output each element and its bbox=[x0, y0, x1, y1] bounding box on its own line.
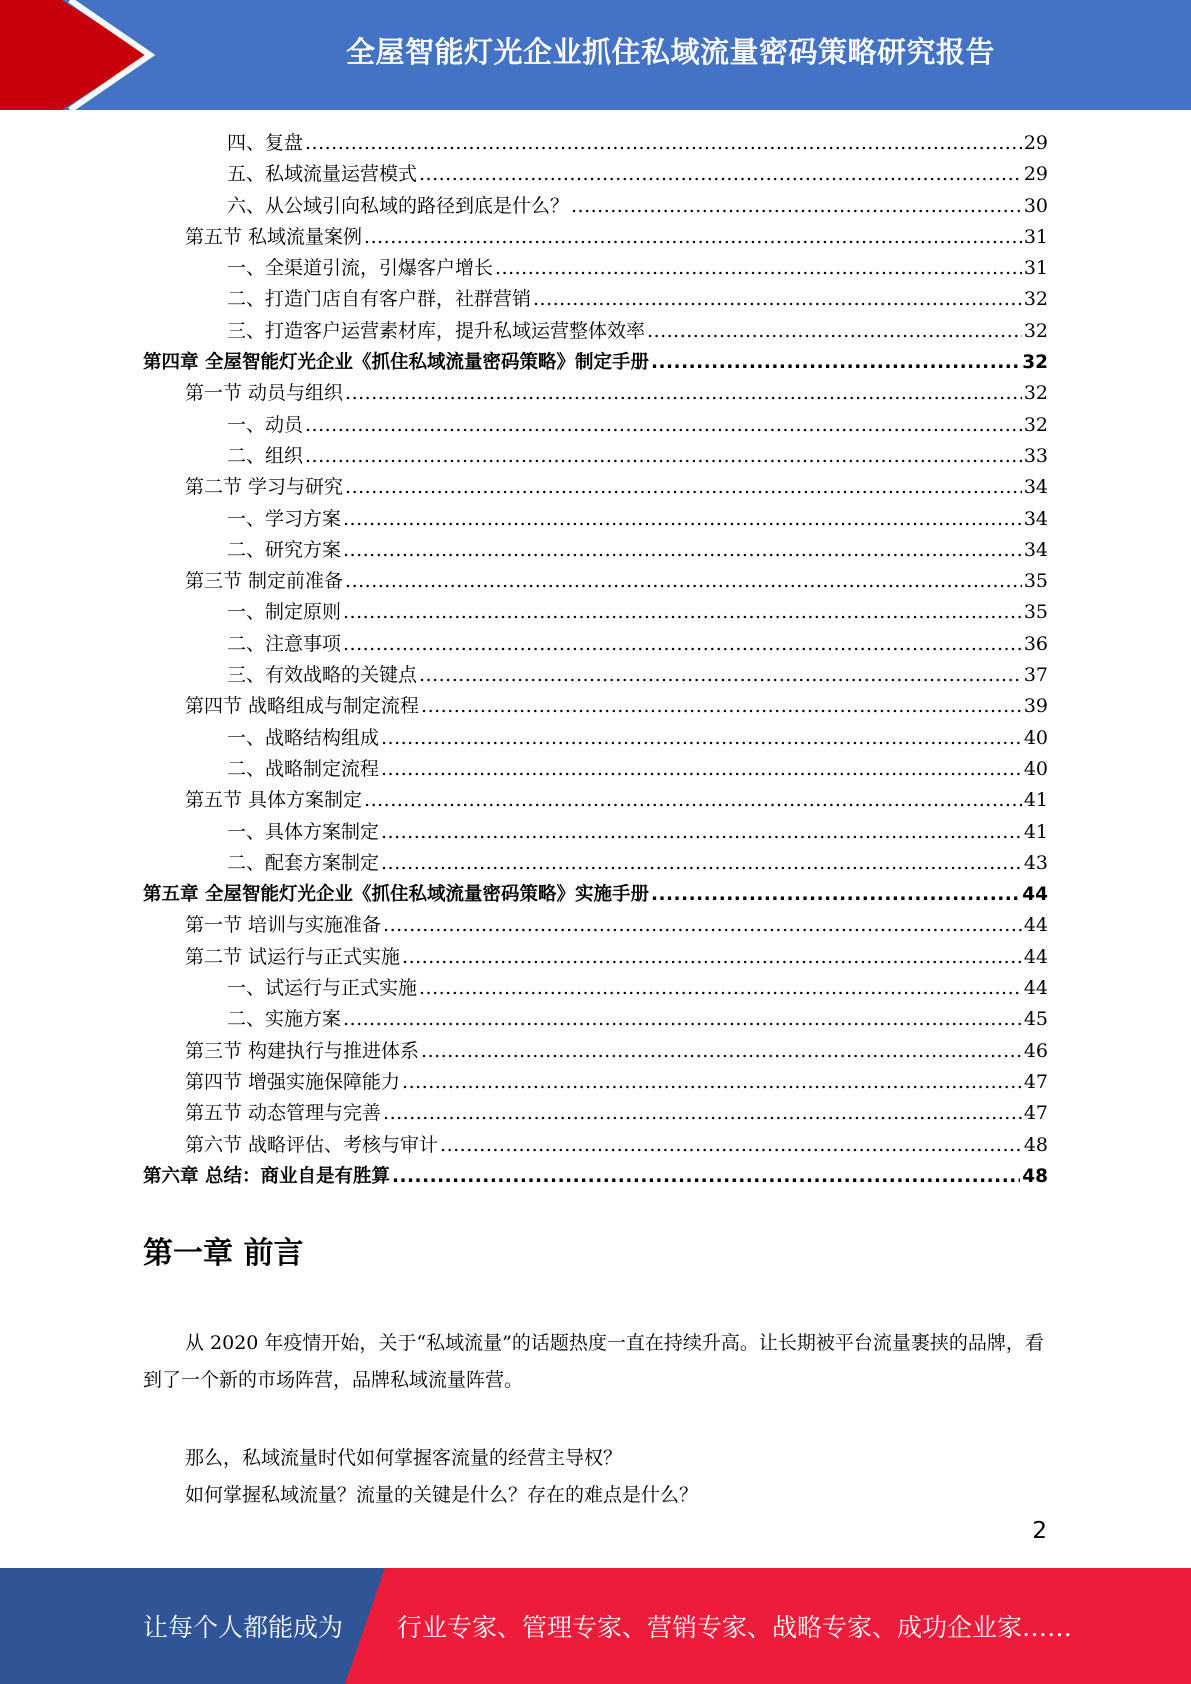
toc-entry-title: 第五节 动态管理与完善 bbox=[185, 1102, 382, 1125]
toc-entry-title: 二、实施方案 bbox=[227, 1008, 342, 1031]
toc-entry-title: 二、战略制定流程 bbox=[227, 757, 380, 780]
toc-entry[interactable] bbox=[143, 785, 1048, 816]
toc-entry[interactable] bbox=[143, 378, 1048, 409]
toc-entry[interactable] bbox=[143, 629, 1048, 660]
toc-leader-dots bbox=[392, 1161, 1020, 1192]
toc-leader-dots bbox=[533, 284, 1022, 315]
toc-entry-title: 第五节 私域流量案例 bbox=[185, 225, 363, 248]
toc-entry-title: 一、全渠道引流，引爆客户增长 bbox=[227, 257, 494, 280]
toc-leader-dots bbox=[651, 879, 1020, 910]
toc-entry-title: 二、打造门店自有客户群，社群营销 bbox=[227, 288, 532, 311]
toc-leader-dots bbox=[419, 159, 1022, 190]
toc-entry[interactable] bbox=[143, 128, 1048, 159]
toc-entry-title: 二、配套方案制定 bbox=[227, 851, 380, 874]
page-number: 2 bbox=[1032, 1518, 1047, 1544]
toc-leader-dots bbox=[381, 848, 1022, 879]
toc-entry[interactable] bbox=[143, 1067, 1048, 1098]
toc-leader-dots bbox=[383, 1098, 1022, 1129]
toc-leader-dots bbox=[495, 253, 1022, 284]
toc-entry-page: 32 bbox=[1023, 288, 1048, 311]
toc-entry-page: 44 bbox=[1022, 884, 1048, 906]
toc-leader-dots bbox=[305, 128, 1022, 159]
toc-entry-title: 二、注意事项 bbox=[227, 632, 342, 655]
toc-entry-page: 34 bbox=[1023, 507, 1048, 530]
toc-entry[interactable] bbox=[143, 159, 1048, 190]
report-title: 全屋智能灯光企业抓住私域流量密码策略研究报告 bbox=[345, 34, 995, 69]
toc-entry[interactable] bbox=[143, 284, 1048, 315]
table-of-contents bbox=[143, 128, 1048, 1192]
toc-entry-page: 34 bbox=[1023, 476, 1048, 499]
toc-entry-page: 44 bbox=[1023, 914, 1048, 937]
toc-entry[interactable] bbox=[143, 597, 1048, 628]
toc-entry-title: 第四章 全屋智能灯光企业《抓住私域流量密码策略》制定手册 bbox=[143, 352, 649, 374]
toc-entry-page: 32 bbox=[1023, 382, 1048, 405]
toc-leader-dots bbox=[345, 566, 1022, 597]
toc-entry-page: 34 bbox=[1023, 538, 1048, 561]
page-footer bbox=[0, 1568, 1191, 1684]
toc-leader-dots bbox=[647, 316, 1022, 347]
toc-leader-dots bbox=[419, 973, 1022, 1004]
toc-leader-dots bbox=[343, 629, 1022, 660]
toc-entry-title: 六、从公域引向私域的路径到底是什么？ bbox=[227, 194, 570, 217]
toc-entry-page: 44 bbox=[1023, 945, 1048, 968]
question-2: 如何掌握私域流量？流量的关键是什么？存在的难点是什么？ bbox=[185, 1484, 699, 1506]
toc-entry-page: 41 bbox=[1023, 820, 1048, 843]
toc-leader-dots bbox=[381, 817, 1022, 848]
toc-entry-page: 39 bbox=[1023, 695, 1048, 718]
toc-entry-title: 第六节 战略评估、考核与审计 bbox=[185, 1133, 439, 1156]
toc-entry-page: 35 bbox=[1023, 570, 1048, 593]
toc-leader-dots bbox=[343, 535, 1022, 566]
toc-entry-title: 三、打造客户运营素材库，提升私域运营整体效率 bbox=[227, 319, 646, 342]
toc-entry-title: 二、组织 bbox=[227, 444, 304, 467]
toc-entry-page: 41 bbox=[1023, 789, 1048, 812]
toc-entry-page: 47 bbox=[1023, 1102, 1048, 1125]
toc-entry[interactable] bbox=[143, 253, 1048, 284]
toc-entry-title: 三、有效战略的关键点 bbox=[227, 664, 418, 687]
toc-entry-title: 第六章 总结：商业自是有胜算 bbox=[143, 1165, 390, 1187]
toc-entry[interactable] bbox=[143, 191, 1048, 222]
toc-entry[interactable] bbox=[143, 535, 1048, 566]
intro-paragraph bbox=[143, 1325, 1048, 1399]
toc-entry-page: 29 bbox=[1023, 132, 1048, 154]
toc-entry-title: 第五章 全屋智能灯光企业《抓住私域流量密码策略》实施手册 bbox=[143, 884, 649, 906]
toc-leader-dots bbox=[651, 347, 1020, 378]
toc-entry[interactable] bbox=[143, 1098, 1048, 1129]
toc-entry[interactable] bbox=[143, 848, 1048, 879]
toc-entry-page: 48 bbox=[1022, 1165, 1048, 1187]
toc-leader-dots bbox=[402, 1067, 1022, 1098]
toc-entry[interactable] bbox=[143, 222, 1048, 253]
toc-entry-page: 46 bbox=[1023, 1039, 1048, 1062]
toc-entry-page: 30 bbox=[1023, 194, 1048, 217]
toc-entry-title: 第四节 增强实施保障能力 bbox=[185, 1070, 401, 1093]
toc-entry-title: 二、研究方案 bbox=[227, 538, 342, 561]
toc-entry[interactable] bbox=[143, 504, 1048, 535]
toc-entry-title: 第三节 制定前准备 bbox=[185, 570, 344, 593]
red-chevron-decoration bbox=[0, 0, 160, 110]
toc-entry[interactable] bbox=[143, 1036, 1048, 1067]
toc-entry-page: 31 bbox=[1023, 225, 1048, 248]
toc-entry[interactable] bbox=[143, 660, 1048, 691]
toc-entry-title: 第二节 试运行与正式实施 bbox=[185, 945, 401, 968]
toc-leader-dots bbox=[343, 1004, 1022, 1035]
toc-entry-title: 第一节 动员与组织 bbox=[185, 382, 344, 405]
toc-leader-dots bbox=[343, 597, 1022, 628]
toc-entry-page: 37 bbox=[1023, 664, 1048, 687]
toc-entry-page: 31 bbox=[1023, 257, 1048, 280]
toc-entry[interactable] bbox=[143, 723, 1048, 754]
toc-leader-dots bbox=[305, 410, 1022, 441]
intro-text: 从 2020 年疫情开始，关于“私域流量”的话题热度一直在持续升高。让长期被平台流量裹挟的品牌，看到了一个新的市场阵营，品牌私域流量阵营。 bbox=[143, 1332, 1044, 1391]
toc-entry-page: 32 bbox=[1023, 413, 1048, 436]
toc-entry-page: 40 bbox=[1023, 757, 1048, 780]
toc-entry-page: 47 bbox=[1023, 1070, 1048, 1093]
toc-entry-title: 第一节 培训与实施准备 bbox=[185, 914, 382, 937]
toc-entry-title: 第三节 构建执行与推进体系 bbox=[185, 1039, 420, 1062]
toc-leader-dots bbox=[381, 723, 1022, 754]
toc-leader-dots bbox=[345, 378, 1022, 409]
toc-entry-page: 33 bbox=[1023, 444, 1048, 467]
toc-leader-dots bbox=[364, 222, 1022, 253]
toc-entry[interactable] bbox=[143, 472, 1048, 503]
toc-leader-dots bbox=[364, 785, 1022, 816]
chapter-heading: 第一章 前言 bbox=[143, 1236, 304, 1271]
toc-entry-title: 一、战略结构组成 bbox=[227, 726, 380, 749]
toc-entry[interactable] bbox=[143, 1130, 1048, 1161]
footer-slogan-right: 行业专家、管理专家、营销专家、战略专家、成功企业家…… bbox=[397, 1613, 1073, 1642]
toc-leader-dots bbox=[421, 1036, 1022, 1067]
toc-entry[interactable] bbox=[143, 754, 1048, 785]
toc-entry[interactable] bbox=[143, 691, 1048, 722]
toc-entry-title: 第二节 学习与研究 bbox=[185, 476, 344, 499]
toc-entry[interactable] bbox=[143, 942, 1048, 973]
toc-entry-title: 一、试运行与正式实施 bbox=[227, 977, 418, 1000]
page-header bbox=[0, 0, 1191, 110]
toc-entry-page: 35 bbox=[1023, 601, 1048, 624]
toc-leader-dots bbox=[343, 504, 1022, 535]
footer-slogan-left: 让每个人都能成为 bbox=[143, 1613, 344, 1642]
toc-entry-title: 一、制定原则 bbox=[227, 601, 342, 624]
toc-entry-title: 五、私域流量运营模式 bbox=[227, 163, 418, 186]
toc-entry-title: 一、动员 bbox=[227, 413, 304, 436]
toc-entry[interactable] bbox=[143, 566, 1048, 597]
question-paragraph bbox=[143, 1440, 1048, 1514]
toc-leader-dots bbox=[402, 942, 1022, 973]
toc-leader-dots bbox=[421, 691, 1022, 722]
toc-entry-page: 40 bbox=[1023, 726, 1048, 749]
toc-leader-dots bbox=[381, 754, 1022, 785]
toc-leader-dots bbox=[345, 472, 1022, 503]
toc-entry-title: 四、复盘 bbox=[227, 132, 304, 154]
toc-leader-dots bbox=[440, 1130, 1022, 1161]
toc-entry-page: 32 bbox=[1022, 352, 1048, 374]
toc-entry[interactable] bbox=[143, 347, 1048, 378]
toc-entry[interactable] bbox=[143, 910, 1048, 941]
toc-entry[interactable] bbox=[143, 1161, 1048, 1192]
toc-entry[interactable] bbox=[143, 973, 1048, 1004]
toc-entry-page: 29 bbox=[1023, 163, 1048, 186]
toc-leader-dots bbox=[571, 191, 1022, 222]
toc-entry[interactable] bbox=[143, 441, 1048, 472]
toc-entry[interactable] bbox=[143, 316, 1048, 347]
toc-entry[interactable] bbox=[143, 879, 1048, 910]
toc-entry[interactable] bbox=[143, 1004, 1048, 1035]
toc-leader-dots bbox=[419, 660, 1022, 691]
toc-entry-page: 44 bbox=[1023, 977, 1048, 1000]
toc-entry-page: 43 bbox=[1023, 851, 1048, 874]
toc-entry[interactable] bbox=[143, 410, 1048, 441]
toc-entry-title: 一、具体方案制定 bbox=[227, 820, 380, 843]
question-1: 那么，私域流量时代如何掌握客流量的经营主导权？ bbox=[185, 1447, 623, 1469]
toc-entry-title: 第五节 具体方案制定 bbox=[185, 789, 363, 812]
toc-entry[interactable] bbox=[143, 817, 1048, 848]
toc-entry-page: 36 bbox=[1023, 632, 1048, 655]
toc-leader-dots bbox=[383, 910, 1022, 941]
toc-entry-title: 第四节 战略组成与制定流程 bbox=[185, 695, 420, 718]
toc-entry-page: 48 bbox=[1023, 1133, 1048, 1156]
toc-entry-page: 45 bbox=[1023, 1008, 1048, 1031]
toc-entry-title: 一、学习方案 bbox=[227, 507, 342, 530]
toc-leader-dots bbox=[305, 441, 1022, 472]
toc-entry-page: 32 bbox=[1023, 319, 1048, 342]
